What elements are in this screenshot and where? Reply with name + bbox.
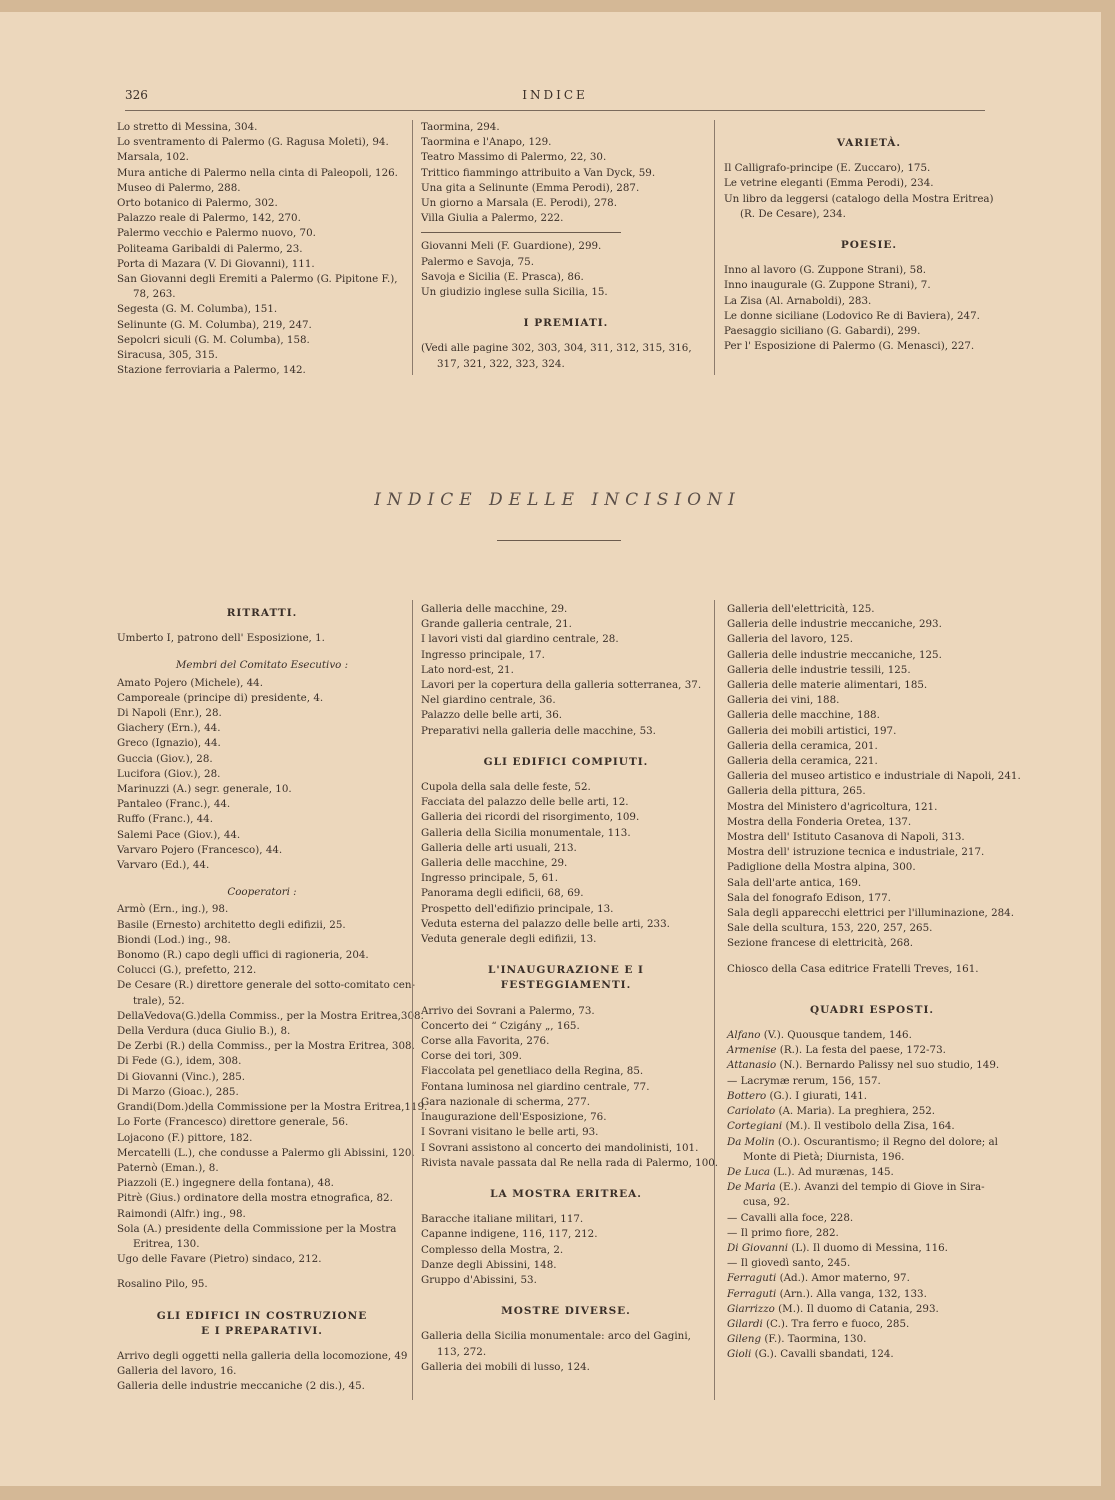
index-entry: Galleria del lavoro, 16.	[117, 1365, 237, 1378]
painting-entry	[727, 1195, 1017, 1210]
painting-title: (Ad.). Amor materno, 97.	[776, 1272, 910, 1285]
index-entry: Giovanni Meli (F. Guardione), 299.	[421, 240, 602, 253]
painting-title: (N.). Bernardo Palissy nel suo studio, 149.	[776, 1059, 1000, 1072]
index-entry: Nel giardino centrale, 36.	[421, 694, 556, 707]
index-entry: Giachery (Ern.), 44.	[117, 722, 221, 735]
index-entry: Lucifora (Giov.), 28.	[117, 767, 221, 780]
index-entry: Arrivo degli oggetti nella galleria della locomozione, 49	[117, 1349, 408, 1362]
index-entry: Galleria del museo artistico e industriale di Napoli, 241.	[727, 770, 1021, 783]
index-entry: Inno inaugurale (G. Zuppone Strani), 7.	[724, 279, 931, 292]
painting-title: (C.). Tra ferro e fuoco, 285.	[762, 1317, 910, 1330]
index-entry: Veduta generale degli edifizii, 13.	[421, 933, 597, 946]
index-entry: Un giudizio inglese sulla Sicilia, 15.	[421, 286, 608, 299]
index-entry: Un giorno a Marsala (E. Perodi), 278.	[421, 197, 617, 210]
index-entry: Di Marzo (Gioac.), 285.	[117, 1085, 239, 1098]
index-entry: Lojacono (F.) pittore, 182.	[117, 1131, 253, 1144]
section-heading-inaugurazione: L'INAUGURAZIONE E I FESTEGGIAMENTI.	[488, 964, 644, 992]
index-entry: Sola (A.) presidente della Commissione per la Mostra	[117, 1222, 397, 1235]
index-entry: Greco (Ignazio), 44.	[117, 737, 221, 750]
index-entry: Guccia (Giov.), 28.	[117, 752, 213, 765]
painting-title: (Arn.). Alla vanga, 132, 133.	[776, 1287, 927, 1300]
painting-entry	[727, 1150, 1017, 1165]
section-heading-poesie: POESIE.	[840, 239, 898, 252]
page-header	[125, 88, 985, 111]
artist-name: Da Molin	[727, 1135, 775, 1148]
painting-title: cusa, 92.	[743, 1196, 790, 1209]
artist-name: Alfano	[727, 1029, 761, 1042]
index-entry: Palazzo reale di Palermo, 142, 270.	[117, 212, 301, 225]
index-entry: Mostra del Ministero d'agricoltura, 121.	[727, 800, 938, 813]
painting-title: (F.). Taormina, 130.	[761, 1333, 867, 1346]
artist-name: Armenise	[727, 1044, 777, 1057]
title-rule	[497, 540, 621, 541]
top-column-1	[117, 120, 407, 378]
index-entry: 113, 272.	[437, 1345, 487, 1358]
index-entry: Pitrè (Gius.) ordinatore della mostra etnografica, 82.	[117, 1192, 393, 1205]
painting-title: (E.). Avanzi del tempio di Giove in Sira-	[775, 1181, 985, 1194]
index-entry: De Zerbi (R.) della Commiss., per la Mostra Eritrea, 308.	[117, 1040, 415, 1053]
index-entry: Mostra della Fonderia Oretea, 137.	[727, 815, 912, 828]
index-entry: Gruppo d'Abissini, 53.	[421, 1273, 537, 1286]
index-entry: Galleria della ceramica, 201.	[727, 739, 878, 752]
index-entry: Inno al lavoro (G. Zuppone Strani), 58.	[724, 264, 927, 277]
index-entry: Camporeale (principe di) presidente, 4.	[117, 691, 324, 704]
index-entry: Palermo e Savoja, 75.	[421, 255, 534, 268]
index-entry: Lavori per la copertura della galleria sotterranea, 37.	[421, 679, 702, 692]
subheading-cooperatori: Cooperatori :	[227, 886, 297, 899]
index-entry: Inaugurazione dell'Esposizione, 76.	[421, 1111, 607, 1124]
index-entry: Un libro da leggersi (catalogo della Mostra Eritrea)	[724, 192, 994, 205]
painting-entry	[727, 1241, 1017, 1256]
index-entry: Mercatelli (L.), che condusse a Palermo gli Abissini, 120.	[117, 1146, 415, 1159]
index-entry: Galleria delle industrie tessili, 125.	[727, 663, 911, 676]
index-entry: Corse dei tori, 309.	[421, 1050, 522, 1063]
index-entry: Sala dell'arte antica, 169.	[727, 876, 862, 889]
index-entry: Di Fede (G.), idem, 308.	[117, 1055, 242, 1068]
index-entry: Galleria delle industrie meccaniche, 293.	[727, 618, 942, 631]
artist-name: Giarrizzo	[727, 1302, 775, 1315]
index-entry: Salemi Pace (Giov.), 44.	[117, 828, 241, 841]
entry-rosalino: Rosalino Pilo, 95.	[117, 1278, 208, 1291]
top-column-2	[421, 120, 711, 372]
index-entry: Le donne siciliane (Lodovico Re di Baviera), 247.	[724, 309, 980, 322]
index-entry: Galleria delle macchine, 29.	[421, 857, 568, 870]
index-entry: Lato nord-est, 21.	[421, 663, 514, 676]
section-heading-ritratti: RITRATTI.	[226, 607, 298, 619]
index-entry: Siracusa, 305, 315.	[117, 349, 218, 362]
painting-entry	[727, 1302, 1017, 1317]
index-entry: Galleria della Sicilia monumentale, 113.	[421, 826, 631, 839]
index-entry: Panorama degli edificii, 68, 69.	[421, 887, 584, 900]
column-divider	[714, 600, 715, 1400]
index-entry: Danze degli Abissini, 148.	[421, 1258, 557, 1271]
painting-entry	[727, 1043, 1017, 1058]
index-entry: Ingresso principale, 17.	[421, 648, 545, 661]
painting-entry	[727, 1317, 1017, 1332]
painting-title: (M.). Il duomo di Catania, 293.	[774, 1302, 939, 1315]
entry-chiosco: Chiosco della Casa editrice Fratelli Treves, 161.	[727, 962, 979, 975]
index-entry: Corse alla Favorita, 276.	[421, 1035, 550, 1048]
index-entry: Savoja e Sicilia (E. Prasca), 86.	[421, 270, 584, 283]
painting-title: — Lacrymæ rerum, 156, 157.	[727, 1074, 881, 1087]
artist-name: Cortegiani	[727, 1120, 783, 1133]
painting-title: (M.). Il vestibolo della Zisa, 164.	[782, 1120, 955, 1133]
painting-title: — Il giovedì santo, 245.	[727, 1257, 851, 1270]
index-entry: Veduta esterna del palazzo delle belle arti, 233.	[421, 917, 670, 930]
painting-entry	[727, 1211, 1017, 1226]
index-entry: La Zisa (Al. Arnaboldi), 283.	[724, 294, 872, 307]
index-entry: Mostra dell' istruzione tecnica e industriale, 217.	[727, 846, 985, 859]
index-entry: Lo sventramento di Palermo (G. Ragusa Moleti), 94.	[117, 136, 389, 149]
index-entry: Concerto dei “ Czigány „, 165.	[421, 1019, 580, 1032]
index-entry: Basile (Ernesto) architetto degli edifizii, 25.	[117, 918, 346, 931]
index-entry: Taormina, 294.	[421, 121, 500, 133]
index-entry: Fontana luminosa nel giardino centrale, 77.	[421, 1080, 650, 1093]
painting-title: (A. Maria). La preghiera, 252.	[775, 1105, 936, 1118]
index-entry: Complesso della Mostra, 2.	[421, 1243, 564, 1256]
entry-umberto: Umberto I, patrono dell' Esposizione, 1.	[117, 632, 325, 645]
index-entry: Selinunte (G. M. Columba), 219, 247.	[117, 318, 312, 331]
index-entry: Teatro Massimo di Palermo, 22, 30.	[421, 151, 607, 164]
index-entry: Ruffo (Franc.), 44.	[117, 813, 214, 826]
section-heading-varieta: VARIETÀ.	[836, 137, 902, 149]
index-entry: Pantaleo (Franc.), 44.	[117, 798, 231, 811]
main-title: INDICE DELLE INCISIONI	[374, 490, 741, 510]
index-entry: I Sovrani assistono al concerto dei mandolinisti, 101.	[421, 1141, 699, 1154]
painting-title: (R.). La festa del paese, 172-73.	[776, 1044, 946, 1057]
index-entry: Armò (Ern., ing.), 98.	[117, 903, 229, 916]
painting-entry	[727, 1028, 1017, 1043]
index-entry: Mostra dell' Istituto Casanova di Napoli, 313.	[727, 831, 965, 844]
index-entry: Baracche italiane militari, 117.	[421, 1213, 584, 1226]
index-entry: Galleria delle macchine, 29.	[421, 603, 568, 615]
index-entry: (R. De Cesare), 234.	[740, 207, 846, 220]
torn-edge-right	[1101, 0, 1115, 1500]
painting-entry	[727, 1180, 1017, 1195]
page-number: 326	[125, 88, 148, 102]
index-entry: trale), 52.	[133, 994, 185, 1007]
index-entry: Galleria dei mobili artistici, 197.	[727, 724, 897, 737]
index-entry: Amato Pojero (Michele), 44.	[117, 676, 264, 689]
painting-entry	[727, 1226, 1017, 1241]
index-entry: Marinuzzi (A.) segr. generale, 10.	[117, 783, 292, 796]
index-entry: 317, 321, 322, 323, 324.	[437, 357, 565, 370]
painting-title: — Il primo fiore, 282.	[727, 1226, 839, 1239]
torn-edge-bottom	[0, 1486, 1115, 1500]
subheading-membri: Membri del Comitato Esecutivo :	[175, 659, 349, 672]
index-entry: Della Verdura (duca Giulio B.), 8.	[117, 1025, 291, 1038]
index-entry: San Giovanni degli Eremiti a Palermo (G. Pipitone F.),	[117, 273, 398, 286]
painting-entry	[727, 1135, 1017, 1150]
column-divider	[412, 600, 413, 1400]
index-entry: Biondi (Lod.) ing., 98.	[117, 933, 231, 946]
index-entry: Galleria della ceramica, 221.	[727, 755, 878, 768]
index-entry: Sala del fonografo Edison, 177.	[727, 891, 891, 904]
index-entry: Politeama Garibaldi di Palermo, 23.	[117, 242, 303, 255]
index-entry: Segesta (G. M. Columba), 151.	[117, 303, 278, 316]
artist-name: Di Giovanni	[727, 1241, 789, 1254]
index-entry: Galleria della Sicilia monumentale: arco del Gagini,	[421, 1330, 691, 1343]
painting-title: (L). Il duomo di Messina, 116.	[788, 1241, 948, 1254]
index-entry: Galleria dell'elettricità, 125.	[727, 603, 875, 615]
index-entry: Di Giovanni (Vinc.), 285.	[117, 1070, 246, 1083]
index-entry: Lo Forte (Francesco) direttore generale, 56.	[117, 1116, 349, 1129]
painting-title: (V.). Quousque tandem, 146.	[760, 1029, 912, 1042]
column-1	[117, 600, 428, 1395]
column-2	[421, 602, 719, 1375]
painting-entry	[727, 1347, 1017, 1362]
artist-name: Gilardi	[727, 1317, 763, 1330]
index-entry: Galleria delle macchine, 188.	[727, 709, 880, 722]
index-entry: Stazione ferroviaria a Palermo, 142.	[117, 364, 306, 377]
index-entry: Colucci (G.), prefetto, 212.	[117, 964, 257, 977]
index-entry: Sala degli apparecchi elettrici per l'illuminazione, 284.	[727, 907, 1015, 920]
index-entry: Arrivo dei Sovrani a Palermo, 73.	[421, 1004, 595, 1017]
painting-entry	[727, 1104, 1017, 1119]
index-entry: Raimondi (Alfr.) ing., 98.	[117, 1207, 246, 1220]
index-entry: Grandi(Dom.)della Commissione per la Mostra Eritrea,119.	[117, 1101, 428, 1114]
index-entry: Grande galleria centrale, 21.	[421, 618, 572, 631]
index-entry: Di Napoli (Enr.), 28.	[117, 707, 222, 720]
artist-name: De Luca	[727, 1165, 770, 1178]
index-entry: I Sovrani visitano le belle arti, 93.	[421, 1126, 599, 1139]
painting-entry	[727, 1165, 1017, 1180]
painting-title: Monte di Pietà; Diurnista, 196.	[743, 1150, 905, 1163]
top-column-3	[724, 120, 1014, 354]
index-entry: Trittico fiammingo attribuito a Van Dyck, 59.	[421, 166, 656, 179]
index-entry: Per l' Esposizione di Palermo (G. Menasci), 227.	[724, 340, 975, 353]
painting-entry	[727, 1287, 1017, 1302]
painting-entry	[727, 1119, 1017, 1134]
painting-title: (G.). I giurati, 141.	[766, 1089, 868, 1102]
index-entry: Il Calligrafo-principe (E. Zuccaro), 175.	[724, 162, 931, 175]
section-heading-edifici-costruzione: GLI EDIFICI IN COSTRUZIONE	[156, 1309, 368, 1322]
index-entry: Cupola della sala delle feste, 52.	[421, 781, 591, 794]
index-entry: Palazzo delle belle arti, 36.	[421, 709, 563, 722]
painting-entry	[727, 1089, 1017, 1104]
painting-entry	[727, 1058, 1017, 1073]
index-entry: Galleria dei mobili di lusso, 124.	[421, 1360, 590, 1373]
column-3	[727, 602, 1021, 1363]
artist-name: Bottero	[727, 1089, 767, 1102]
artist-name: Gileng	[727, 1333, 762, 1346]
painting-title: (O.). Oscurantismo; il Regno del dolore; al	[774, 1135, 998, 1148]
index-entry: Sezione francese di elettricità, 268.	[727, 937, 914, 950]
painting-title: (L.). Ad murænas, 145.	[770, 1165, 894, 1178]
index-entry: Rivista navale passata dal Re nella rada di Palermo, 100.	[421, 1156, 719, 1169]
index-entry: Galleria dei vini, 188.	[727, 694, 840, 707]
section-heading-preparativi: E I PREPARATIVI.	[201, 1324, 323, 1337]
index-entry: Galleria delle arti usuali, 213.	[421, 841, 577, 854]
index-entry: Paternò (Eman.), 8.	[117, 1161, 219, 1174]
artist-name: Ferraguti	[727, 1287, 777, 1300]
index-entry: Padiglione della Mostra alpina, 300.	[727, 861, 916, 874]
index-entry: Preparativi nella galleria delle macchine, 53.	[421, 724, 656, 737]
index-entry: Orto botanico di Palermo, 302.	[117, 197, 278, 210]
painting-entry	[727, 1332, 1017, 1347]
section-heading-diverse: MOSTRE DIVERSE.	[501, 1305, 631, 1318]
index-entry: Museo di Palermo, 288.	[117, 181, 241, 194]
index-entry: Marsala, 102.	[117, 151, 189, 164]
index-entry: Paesaggio siciliano (G. Gabardi), 299.	[724, 325, 921, 338]
index-entry: Varvaro Pojero (Francesco), 44.	[117, 843, 283, 856]
index-entry: Villa Giulia a Palermo, 222.	[421, 212, 564, 225]
column-divider	[714, 120, 715, 375]
index-entry: (Vedi alle pagine 302, 303, 304, 311, 312, 315, 316,	[421, 342, 692, 355]
painting-entry	[727, 1271, 1017, 1286]
index-entry: De Cesare (R.) direttore generale del sotto-comitato cen-	[117, 979, 416, 992]
index-entry: Varvaro (Ed.), 44.	[117, 859, 210, 872]
index-entry: Piazzoli (E.) ingegnere della fontana), 48.	[117, 1177, 334, 1190]
index-entry: Mura antiche di Palermo nella cinta di Paleopoli, 126.	[117, 166, 398, 179]
index-entry: Sepolcri siculi (G. M. Columba), 158.	[117, 333, 310, 346]
section-heading-quadri: QUADRI ESPOSTI.	[809, 1003, 935, 1016]
index-entry: Ugo delle Favare (Pietro) sindaco, 212.	[117, 1253, 322, 1266]
index-entry: Sale della scultura, 153, 220, 257, 265.	[727, 922, 933, 935]
index-entry: Porta di Mazara (V. Di Giovanni), 111.	[117, 257, 315, 270]
index-entry: Galleria delle industrie meccaniche (2 dis.), 45.	[117, 1380, 365, 1393]
index-entry: Palermo vecchio e Palermo nuovo, 70.	[117, 227, 316, 240]
index-entry: Galleria delle materie alimentari, 185.	[727, 679, 928, 692]
artist-name: Gioli	[727, 1348, 752, 1361]
painting-title: (G.). Cavalli sbandati, 124.	[751, 1348, 894, 1361]
index-entry: DellaVedova(G.)della Commiss., per la Mostra Eritrea,308.	[117, 1009, 424, 1022]
index-entry: Galleria delle industrie meccaniche, 125.	[727, 648, 942, 661]
column-divider	[412, 120, 413, 375]
index-entry: Galleria dei ricordi del risorgimento, 109.	[421, 811, 640, 824]
artist-name: De Maria	[727, 1181, 776, 1194]
section-heading-compiuti: GLI EDIFICI COMPIUTI.	[483, 755, 649, 768]
running-title: INDICE	[522, 88, 588, 102]
index-entry: Prospetto dell'edifizio principale, 13.	[421, 902, 614, 915]
index-entry: Galleria del lavoro, 125.	[727, 633, 853, 646]
index-entry: Una gita a Selinunte (Emma Perodi), 287.	[421, 181, 640, 194]
index-entry: Gara nazionale di scherma, 277.	[421, 1095, 591, 1108]
section-heading-eritrea: LA MOSTRA ERITREA.	[490, 1187, 642, 1200]
artist-name: Attanasio	[727, 1059, 777, 1072]
index-entry: I lavori visti dal giardino centrale, 28.	[421, 633, 619, 646]
torn-edge-top	[0, 0, 1115, 12]
painting-title: — Cavalli alla foce, 228.	[727, 1211, 854, 1224]
index-entry: 78, 263.	[133, 288, 176, 301]
section-heading-premiati: I PREMIATI.	[523, 317, 609, 330]
index-entry: Facciata del palazzo delle belle arti, 12.	[421, 796, 629, 809]
index-entry: Galleria della pittura, 265.	[727, 785, 866, 798]
index-entry: Capanne indigene, 116, 117, 212.	[421, 1228, 598, 1241]
divider-rule	[421, 232, 621, 233]
index-entry: Ingresso principale, 5, 61.	[421, 872, 558, 885]
artist-name: Cariolato	[727, 1105, 776, 1118]
painting-entry	[727, 1256, 1017, 1271]
index-entry: Fiaccolata pel genetliaco della Regina, 85.	[421, 1065, 644, 1078]
index-entry: Taormina e l'Anapo, 129.	[421, 136, 552, 149]
index-entry: Lo stretto di Messina, 304.	[117, 121, 258, 133]
index-entry: Bonomo (R.) capo degli uffici di ragioneria, 204.	[117, 949, 369, 962]
painting-entry	[727, 1074, 1017, 1089]
index-entry: Le vetrine eleganti (Emma Perodi), 234.	[724, 177, 934, 190]
artist-name: Ferraguti	[727, 1272, 777, 1285]
index-entry: Eritrea, 130.	[133, 1237, 200, 1250]
